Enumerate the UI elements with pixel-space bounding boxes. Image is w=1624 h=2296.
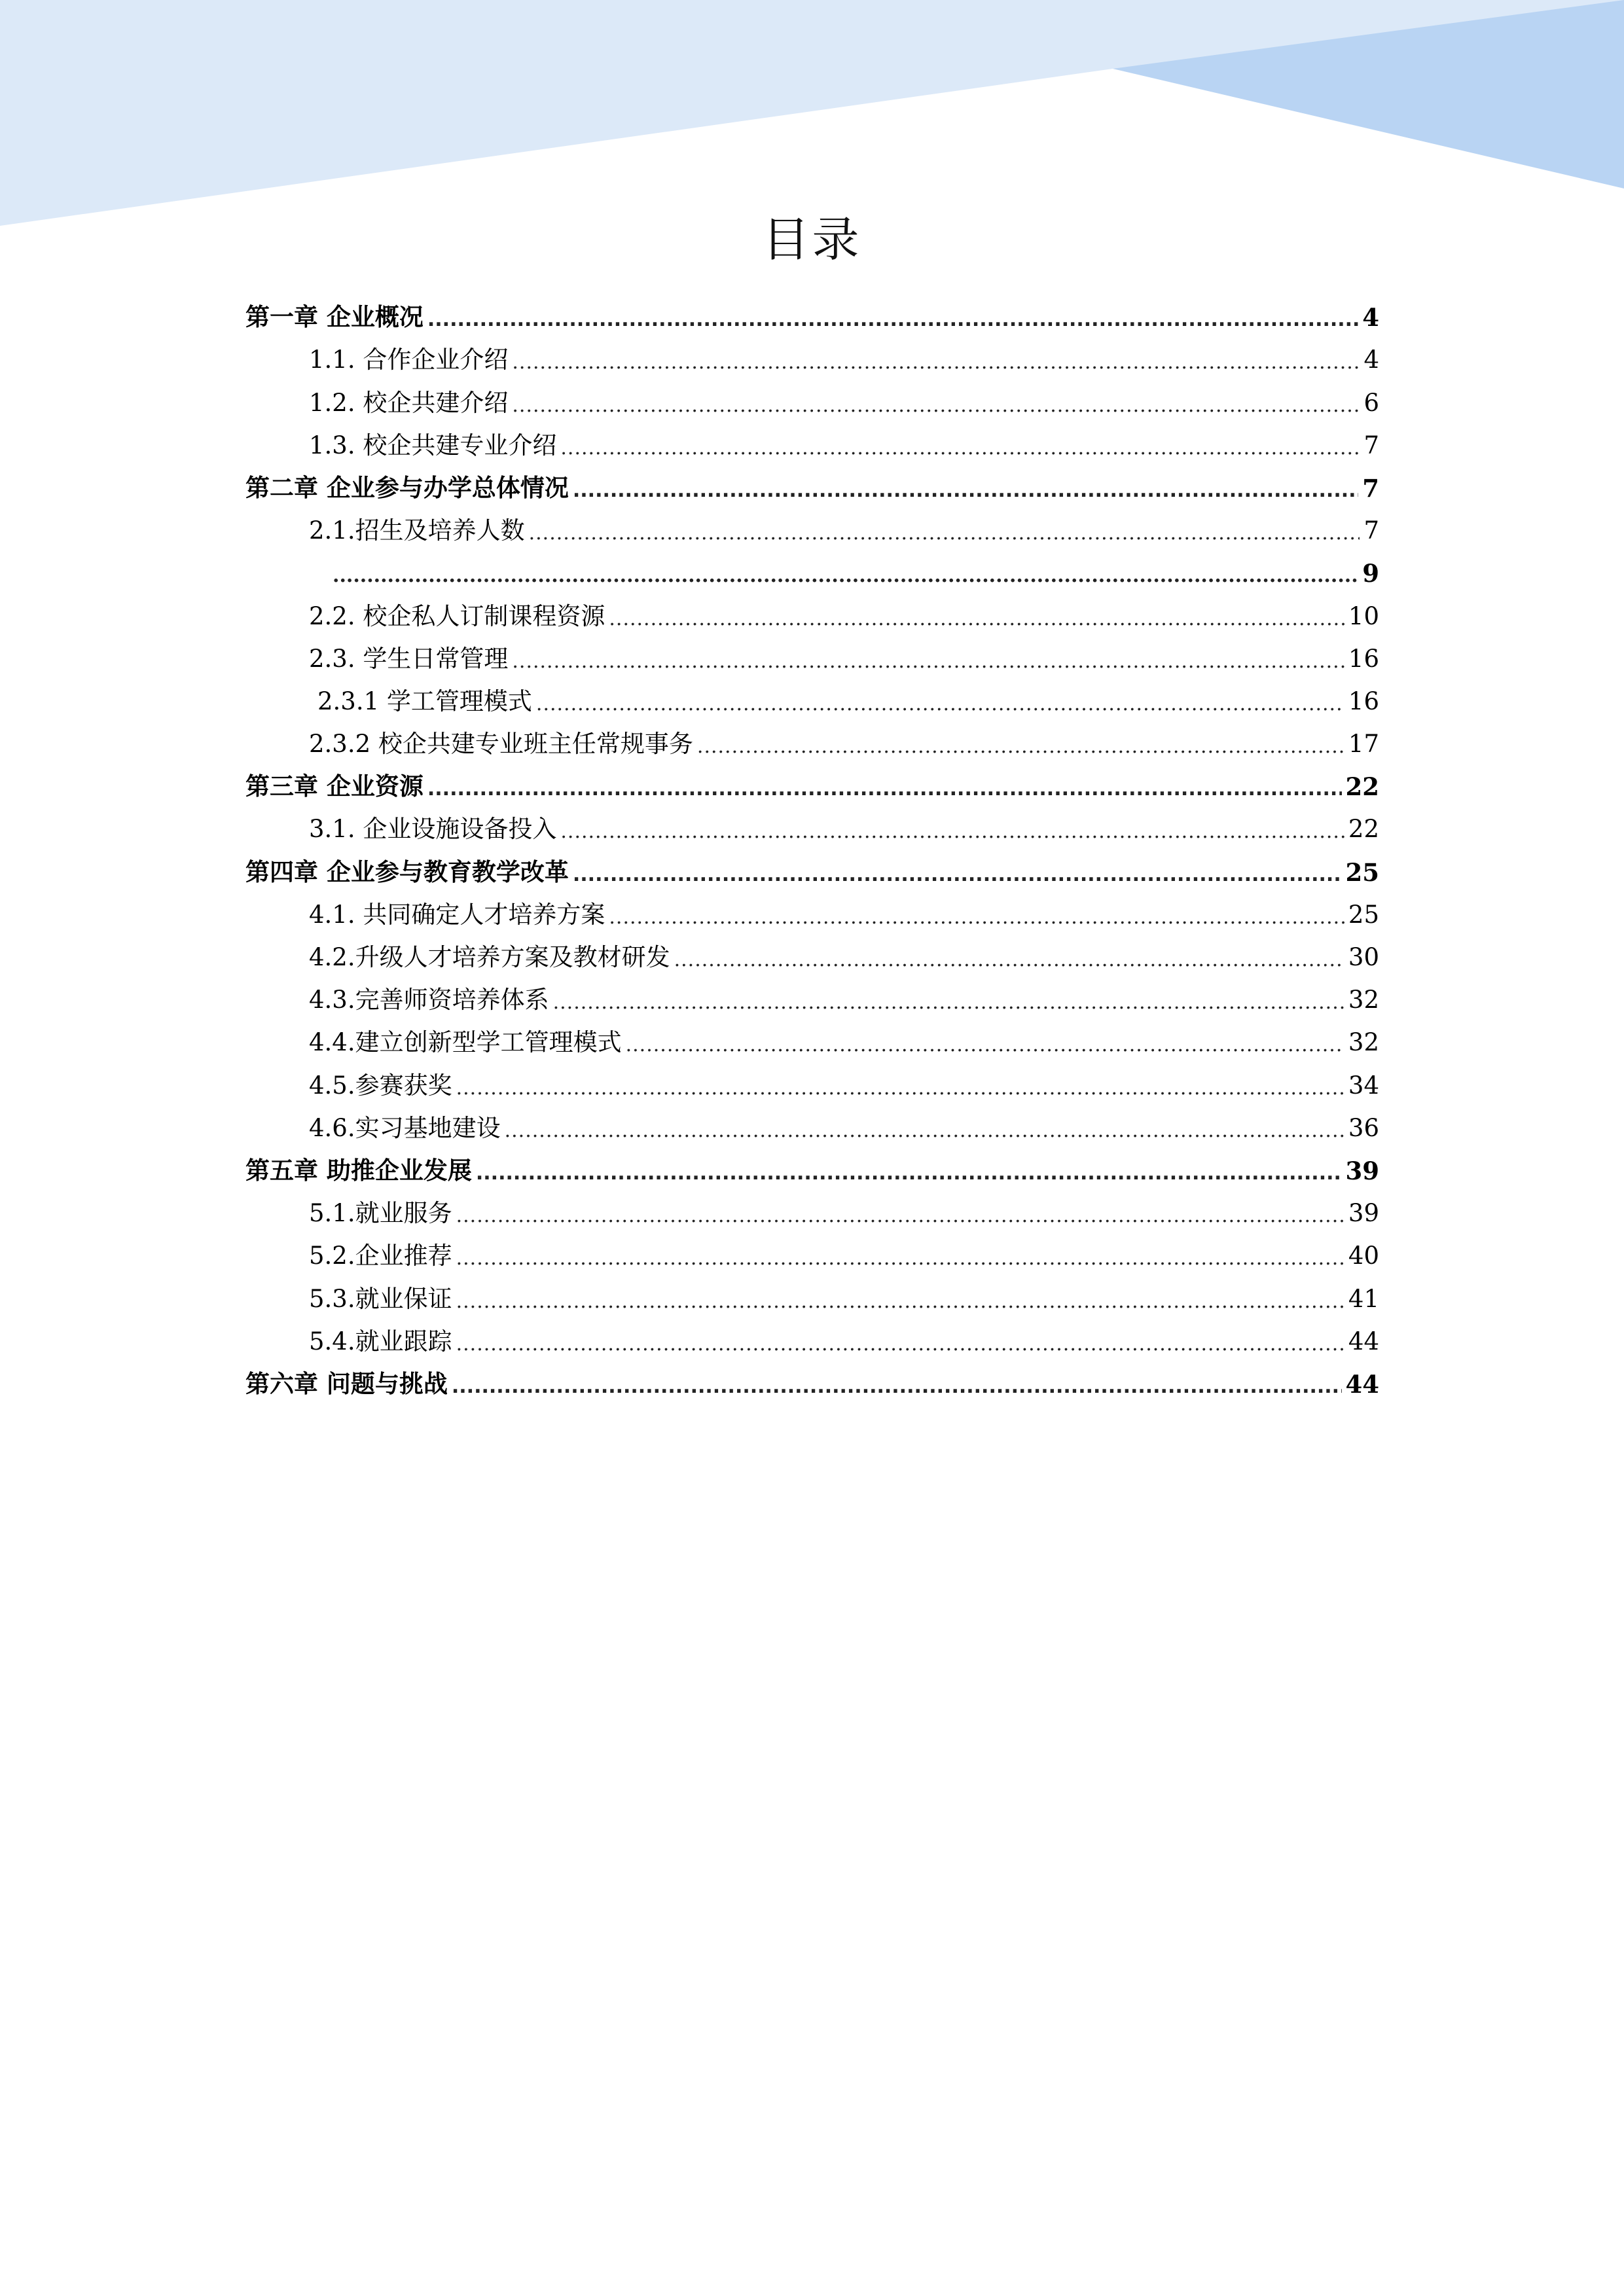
toc-chapter-entry[interactable] — [245, 1148, 1379, 1191]
toc-section-entry[interactable] — [245, 636, 1379, 679]
toc-page-number: 34 — [1348, 1071, 1379, 1100]
toc-entry-label: 第六章 问题与挑战 — [245, 1369, 448, 1398]
toc-dot-leader — [674, 947, 1344, 973]
toc-entry-label: 第一章 企业概况 — [245, 303, 424, 332]
toc-page-number: 41 — [1348, 1284, 1379, 1313]
toc-page-number: 7 — [1362, 473, 1379, 503]
toc-page-number: 6 — [1363, 388, 1379, 417]
toc-dot-leader — [553, 990, 1344, 1016]
toc-page-number: 9 — [1362, 559, 1379, 588]
toc-entry-label: 5.4.就业跟踪 — [309, 1327, 452, 1355]
toc-entry-label: 4.1. 共同确定人才培养方案 — [309, 900, 605, 929]
toc-dot-leader — [609, 905, 1344, 931]
toc-dot-leader — [427, 307, 1358, 333]
toc-entry-label: 4.2.升级人才培养方案及教材研发 — [309, 943, 670, 971]
toc-page-number: 7 — [1363, 516, 1379, 545]
toc-entry-label: 4.3.完善师资培养体系 — [309, 986, 549, 1014]
toc-dot-leader — [452, 1374, 1342, 1400]
toc-section-entry[interactable] — [245, 1233, 1379, 1276]
toc-dot-leader — [505, 1118, 1344, 1144]
toc-section-entry[interactable] — [245, 806, 1379, 849]
toc-section-entry[interactable] — [245, 977, 1379, 1020]
header-decoration — [0, 0, 1624, 236]
toc-section-entry[interactable] — [245, 721, 1379, 764]
toc-page-number: 39 — [1348, 1199, 1379, 1228]
toc-entry-label: 1.3. 校企共建专业介绍 — [309, 431, 557, 459]
toc-page-number: 7 — [1363, 431, 1379, 459]
toc-entry-label: 2.3.1 学工管理模式 — [317, 687, 532, 715]
table-of-contents — [245, 295, 1379, 1404]
toc-section-entry[interactable] — [245, 1276, 1379, 1318]
toc-page-number: 39 — [1345, 1156, 1379, 1185]
toc-entry-label: 第三章 企业资源 — [245, 772, 424, 801]
toc-chapter-entry[interactable] — [245, 295, 1379, 337]
toc-dot-leader — [626, 1032, 1344, 1058]
toc-section-entry[interactable] — [245, 508, 1379, 550]
toc-dot-leader — [456, 1203, 1344, 1229]
toc-entry-label: 2.1.招生及培养人数 — [309, 516, 525, 545]
toc-section-entry[interactable] — [245, 935, 1379, 977]
toc-dot-leader — [427, 776, 1342, 802]
toc-dot-leader — [697, 734, 1344, 760]
toc-page-number: 44 — [1348, 1327, 1379, 1355]
toc-dot-leader — [456, 1075, 1344, 1102]
toc-section-entry[interactable] — [245, 550, 1379, 593]
toc-page-number: 16 — [1348, 687, 1379, 715]
toc-section-entry[interactable] — [245, 1020, 1379, 1062]
toc-entry-label: 4.6.实习基地建设 — [309, 1113, 501, 1142]
toc-page-number: 4 — [1362, 303, 1379, 332]
toc-section-entry[interactable] — [245, 1319, 1379, 1361]
toc-section-entry[interactable] — [245, 337, 1379, 380]
toc-section-entry[interactable] — [245, 1062, 1379, 1105]
toc-page-number: 30 — [1348, 943, 1379, 971]
toc-dot-leader — [529, 520, 1360, 547]
toc-section-entry[interactable] — [245, 380, 1379, 422]
toc-entry-label: 第五章 助推企业发展 — [245, 1156, 472, 1185]
toc-section-entry[interactable] — [245, 679, 1379, 721]
toc-entry-label: 5.2.企业推荐 — [309, 1242, 452, 1270]
toc-dot-leader — [560, 819, 1344, 845]
toc-page-number: 32 — [1348, 986, 1379, 1014]
toc-page-number: 4 — [1363, 346, 1379, 374]
toc-entry-label: 5.1.就业服务 — [309, 1199, 452, 1228]
toc-chapter-entry[interactable] — [245, 1361, 1379, 1404]
toc-entry-label: 4.4.建立创新型学工管理模式 — [309, 1028, 622, 1057]
toc-page-number: 25 — [1345, 857, 1379, 887]
toc-entry-label: 2.3.2 校企共建专业班主任常规事务 — [309, 730, 693, 759]
toc-section-entry[interactable] — [245, 1105, 1379, 1148]
toc-page-number: 32 — [1348, 1028, 1379, 1057]
toc-entry-label: 第四章 企业参与教育教学改革 — [245, 857, 569, 886]
toc-page-number: 16 — [1348, 644, 1379, 673]
toc-dot-leader — [573, 862, 1342, 888]
toc-section-entry[interactable] — [245, 892, 1379, 935]
toc-dot-leader — [512, 393, 1360, 419]
toc-page-number: 44 — [1345, 1369, 1379, 1399]
toc-page-number: 22 — [1348, 815, 1379, 844]
toc-page-number: 10 — [1348, 601, 1379, 630]
toc-section-entry[interactable] — [245, 593, 1379, 636]
toc-dot-leader — [512, 649, 1344, 675]
toc-page-number: 17 — [1348, 730, 1379, 759]
toc-chapter-entry[interactable] — [245, 764, 1379, 806]
toc-dot-leader — [609, 606, 1344, 632]
toc-entry-label: 1.1. 合作企业介绍 — [309, 346, 509, 374]
toc-entry-label: 2.2. 校企私人订制课程资源 — [309, 601, 605, 630]
toc-dot-leader — [573, 478, 1358, 504]
toc-dot-leader — [560, 435, 1360, 461]
toc-dot-leader — [456, 1331, 1344, 1357]
toc-dot-leader — [512, 350, 1360, 376]
toc-chapter-entry[interactable] — [245, 849, 1379, 891]
toc-dot-leader — [333, 563, 1358, 589]
toc-entry-label: 4.5.参赛获奖 — [309, 1071, 452, 1100]
toc-page-number: 40 — [1348, 1242, 1379, 1270]
toc-chapter-entry[interactable] — [245, 465, 1379, 508]
toc-entry-label: 第二章 企业参与办学总体情况 — [245, 473, 569, 502]
toc-dot-leader — [456, 1246, 1344, 1272]
toc-page-number: 36 — [1348, 1113, 1379, 1142]
toc-page-number: 22 — [1345, 772, 1379, 802]
toc-page-number: 25 — [1348, 900, 1379, 929]
toc-dot-leader — [456, 1289, 1344, 1315]
toc-dot-leader — [536, 691, 1344, 717]
toc-entry-label: 1.2. 校企共建介绍 — [309, 388, 509, 417]
toc-entry-label: 5.3.就业保证 — [309, 1284, 452, 1313]
toc-entry-label: 2.3. 学生日常管理 — [309, 644, 509, 673]
toc-entry-label: 3.1. 企业设施设备投入 — [309, 815, 557, 844]
toc-section-entry[interactable] — [245, 1191, 1379, 1233]
toc-dot-leader — [476, 1160, 1342, 1187]
page-title: 目录 — [762, 212, 862, 267]
toc-section-entry[interactable] — [245, 423, 1379, 465]
